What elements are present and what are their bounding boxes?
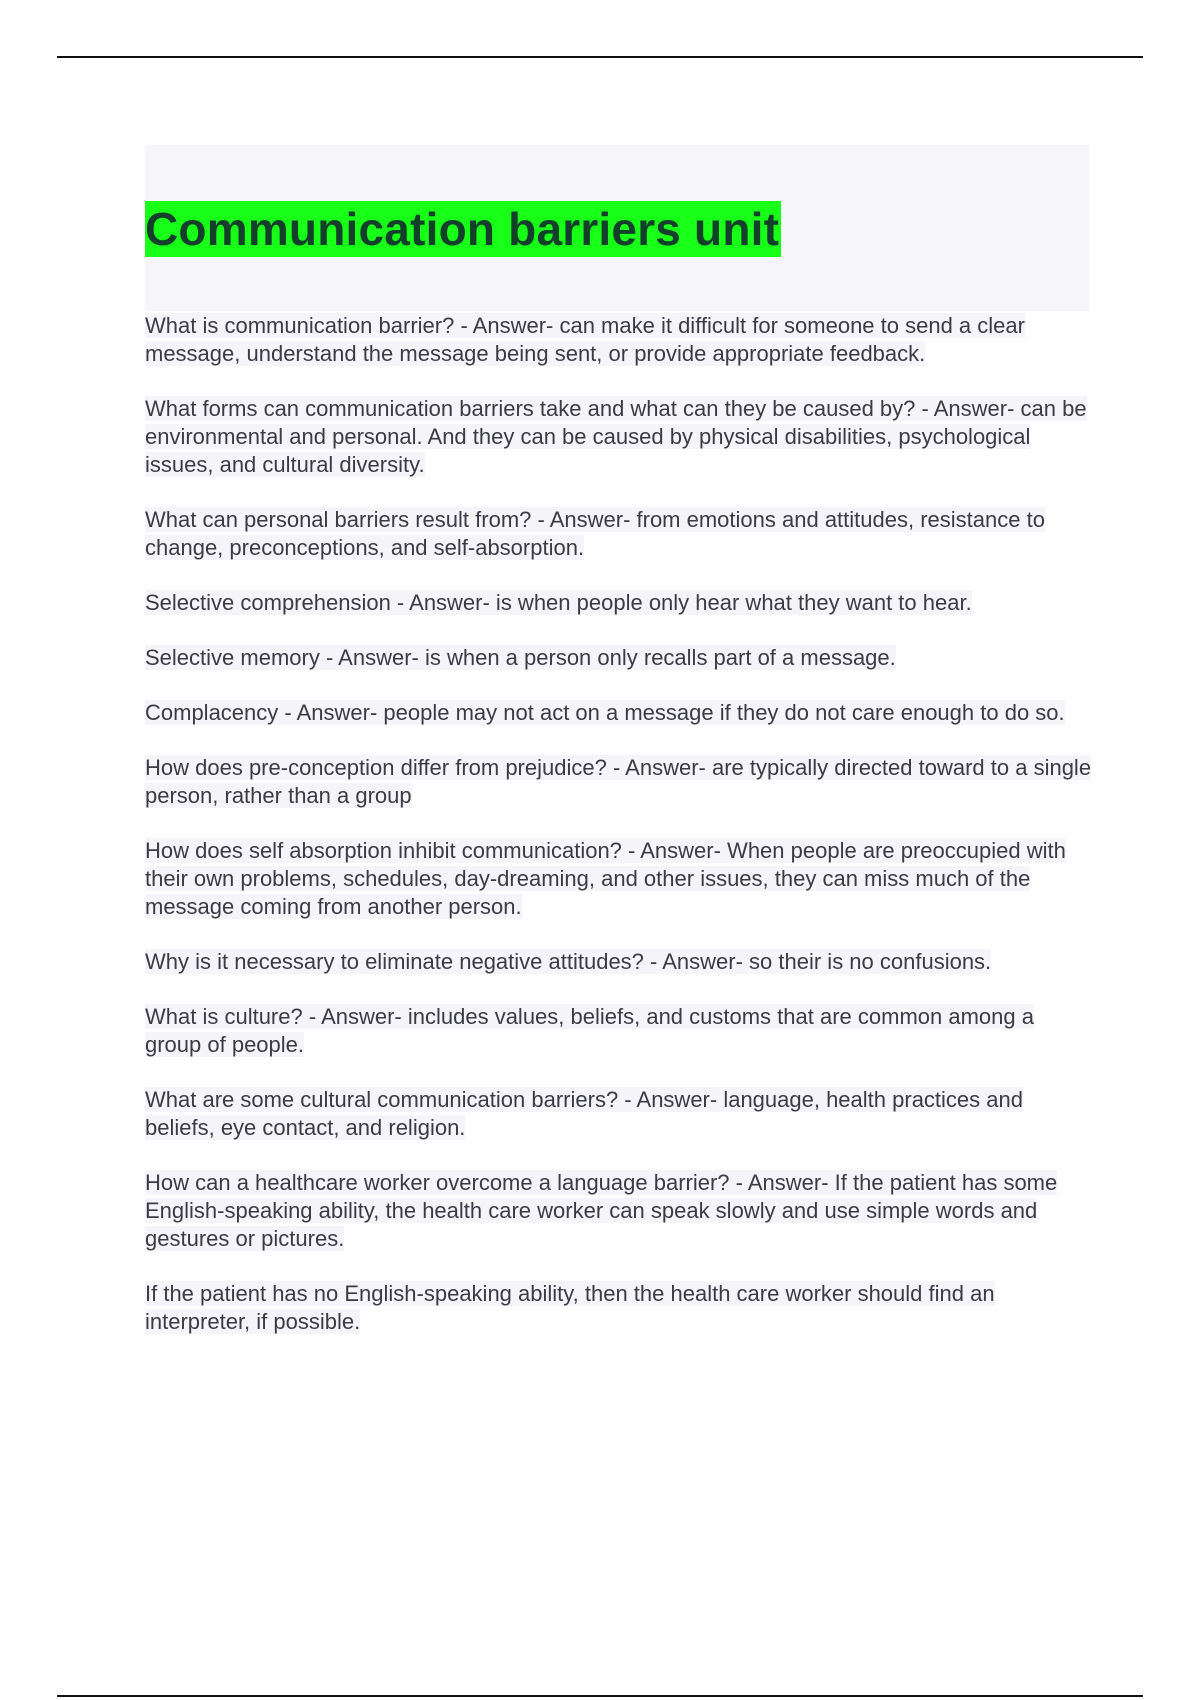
- qa-item: [145, 948, 1095, 976]
- page-header-rule: [57, 56, 1143, 58]
- qa-item: [145, 754, 1095, 810]
- qa-text: If the patient has no English-speaking ability, then the health care worker should find an interpreter, if possible.: [145, 1281, 995, 1334]
- qa-item: [145, 1086, 1095, 1142]
- qa-text: Selective memory - Answer- is when a person only recalls part of a message.: [145, 645, 896, 670]
- qa-item: [145, 1280, 1095, 1336]
- qa-item: [145, 589, 1095, 617]
- qa-text: What is culture? - Answer- includes values, beliefs, and customs that are common among a group of people.: [145, 1004, 1034, 1057]
- qa-item: [145, 837, 1095, 921]
- qa-text: Why is it necessary to eliminate negative attitudes? - Answer- so their is no confusions.: [145, 949, 992, 974]
- qa-item: [145, 506, 1095, 562]
- qa-text: Complacency - Answer- people may not act on a message if they do not care enough to do so.: [145, 700, 1065, 725]
- qa-item: [145, 312, 1095, 368]
- qa-item: [145, 644, 1095, 672]
- qa-text: How can a healthcare worker overcome a language barrier? - Answer- If the patient has some English-speaking ability, the health care worker can speak slowly and use simple words and gestures or pictures.: [145, 1170, 1058, 1251]
- qa-text: What is communication barrier? - Answer- can make it difficult for someone to send a clear message, understand the message being sent, or provide appropriate feedback.: [145, 313, 1025, 366]
- qa-item: [145, 699, 1095, 727]
- qa-text: What are some cultural communication barriers? - Answer- language, health practices and beliefs, eye contact, and religion.: [145, 1087, 1023, 1140]
- qa-item: [145, 1169, 1095, 1253]
- qa-text: Selective comprehension - Answer- is when people only hear what they want to hear.: [145, 590, 972, 615]
- qa-text: How does self absorption inhibit communication? - Answer- When people are preoccupied with their own problems, schedules, day-dreaming, and other issues, they can miss much of the message coming from another person.: [145, 838, 1066, 919]
- qa-text: How does pre-conception differ from prejudice? - Answer- are typically directed toward to a single person, rather than a group: [145, 755, 1092, 808]
- page-footer-rule: [57, 1695, 1143, 1697]
- qa-text: What can personal barriers result from? - Answer- from emotions and attitudes, resistance to change, preconceptions, and self-absorption.: [145, 507, 1045, 560]
- qa-item: [145, 395, 1095, 479]
- page-title: Communication barriers unit: [145, 203, 780, 255]
- qa-list: [145, 312, 1095, 1363]
- qa-text: What forms can communication barriers take and what can they be caused by? - Answer- can be environmental and personal. And they can be caused by physical disabilities, psychological issues, and cultural diversity.: [145, 396, 1087, 477]
- qa-item: [145, 1003, 1095, 1059]
